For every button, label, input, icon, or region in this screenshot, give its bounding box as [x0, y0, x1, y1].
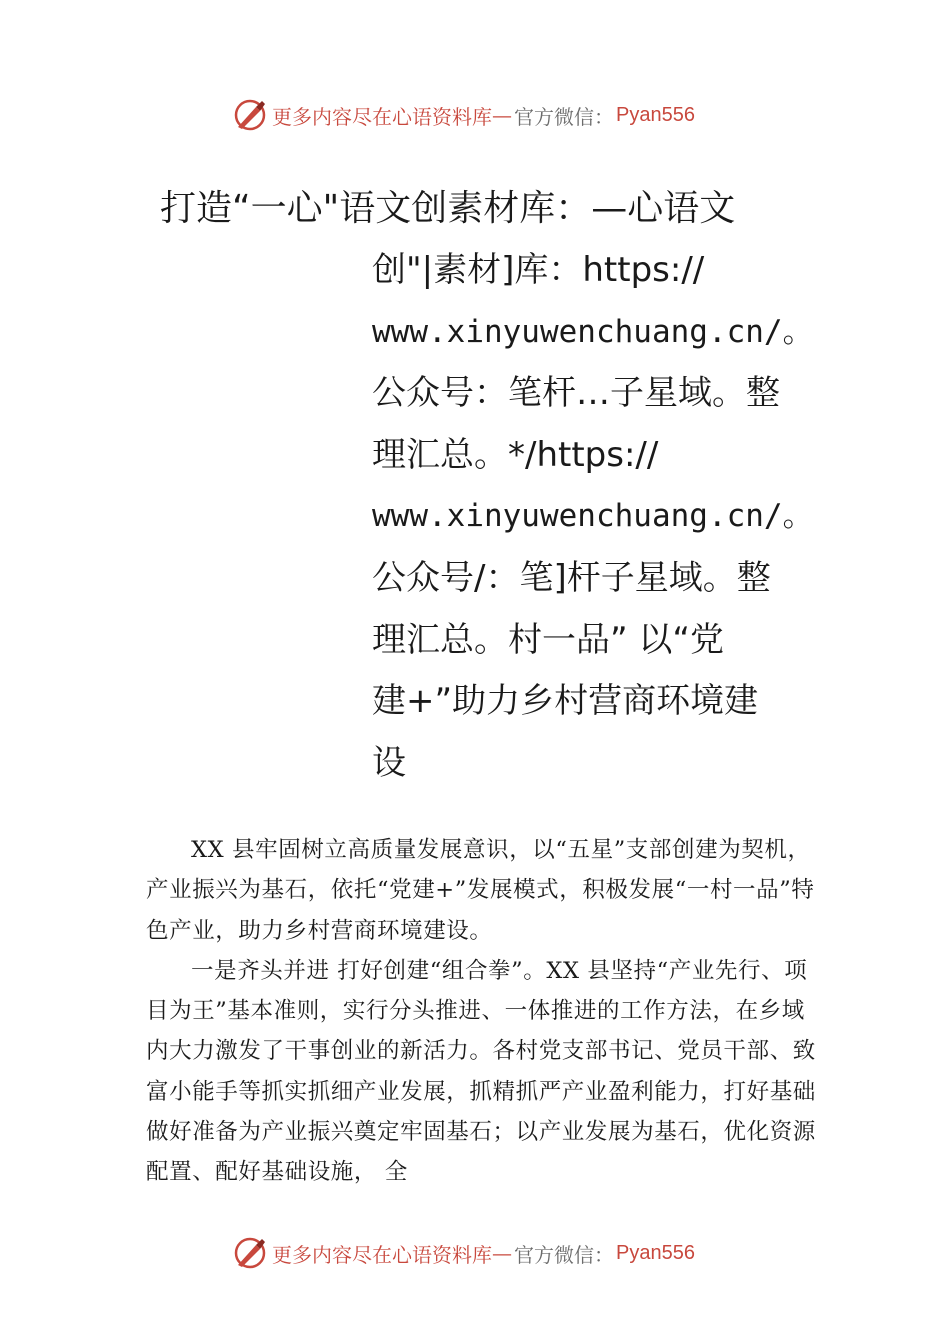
title-line-2: 创"|素材]库：https:// — [372, 250, 705, 290]
footer-banner — [232, 1233, 695, 1273]
pen-logo-icon — [232, 97, 268, 133]
title-line-5: 理汇总。*/https:// — [372, 434, 659, 475]
title-line-8: 理汇总。村一品” 以“党 — [372, 619, 725, 660]
banner-text: 更多内容尽在心语资料库 — [272, 1242, 492, 1267]
banner-dash: — — [492, 1241, 512, 1265]
title-line-1: 打造“一心"语文创素材库：—心语文 — [160, 188, 736, 229]
banner-wechat-label: 官方微信： — [514, 104, 614, 129]
banner-wechat-label: 官方微信： — [514, 1242, 614, 1267]
paragraph-2: 一是齐头并进 打好创建“组合拳”。XX 县坚持“产业先行、项目为王”基本准则，实行分头推进、一体推进的工作方法，在乡域内大力激发了干事创业的新活力。各村党支部书记、党员干部、致富小能手等抓实抓细产业发展，抓精抓严产业盈利能力，打好基础做好准备为产业振兴奠定牢固基石；以产业发展为基石，优化资源配置、配好基础设施， 全 — [146, 957, 816, 1186]
banner-dash: — — [492, 103, 512, 127]
banner-text: 更多内容尽在心语资料库 — [272, 104, 492, 129]
title-line-7: 公众号/：笔]杆子星域。整 — [372, 557, 771, 598]
title-line-3: www.xinyuwenchuang.cn/。 — [372, 313, 814, 350]
banner-wechat-id: Pyan556 — [616, 103, 695, 126]
header-banner — [232, 95, 695, 135]
banner-wechat-id: Pyan556 — [616, 1241, 695, 1264]
paragraph-1: XX 县牢固树立高质量发展意识，以“五星”支部创建为契机，产业振兴为基石，依托“党建+”发展模式，积极发展“一村一品”特色产业，助力乡村营商环境建设。 — [146, 837, 815, 944]
title-line-9: 建+”助力乡村营商环境建 — [372, 681, 759, 722]
title-block — [372, 240, 812, 794]
title-line-10: 设 — [372, 742, 406, 783]
pen-logo-icon — [232, 1235, 268, 1271]
article-body — [146, 830, 818, 1193]
title-line-4: 公众号：笔杆…子星域。整 — [372, 373, 780, 414]
title-line-6: www.xinyuwenchuang.cn/。 — [372, 498, 814, 535]
